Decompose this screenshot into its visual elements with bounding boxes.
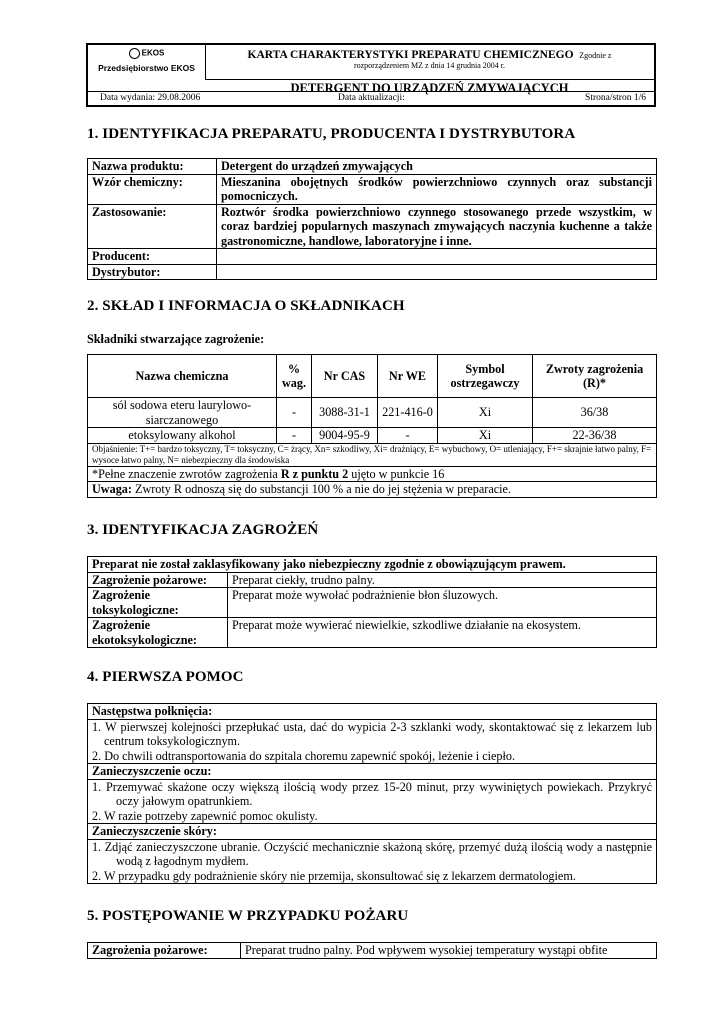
row-value: Mieszanina obojętnych środków powierzchniowo czynnych oraz substancji pomocniczych. <box>217 174 657 204</box>
column-header: % wag. <box>277 355 312 398</box>
table-row <box>88 174 657 204</box>
list-item: 1. Przemywać skażone oczy większą ilością wody przez 15-20 minut, przy wywiniętych powiekach. Przykryć oczy jałowym opatrunkiem. 2. W razie potrzeby zapewnić pomoc okulisty. <box>88 779 657 824</box>
table-row <box>88 824 657 840</box>
page-number: Strona/stron 1/6 <box>585 93 646 103</box>
date-row <box>88 91 654 105</box>
section-1-heading: 1. IDENTYFIKACJA PREPARATU, PRODUCENTA I DYSTRYBUTORA <box>87 126 576 142</box>
document-title-box <box>205 45 654 79</box>
table-row <box>88 398 657 428</box>
table-row <box>88 159 657 175</box>
company-name: Przedsiębiorstwo EKOS <box>98 63 195 73</box>
row-label: Producent: <box>88 249 217 265</box>
document-header <box>86 43 656 107</box>
column-header: Symbol ostrzegawczy <box>438 355 533 398</box>
row-value: Preparat ciekły, trudno palny. <box>228 572 657 588</box>
cell: etoksylowany alkohol <box>88 428 277 444</box>
explanation-note: Objaśnienie: T+= bardzo toksyczny, T= toksyczny, C= żrący, Xn= szkodliwy, Xi= drażniący, E= wybuchowy, O= utleniający, F+= skrajnie łatwo palny, F= wysoce łatwo palny, N= niebezpieczny dla środowiska <box>88 443 657 466</box>
row-value: Preparat może wywołać podrażnienie błon śluzowych. <box>228 588 657 618</box>
subsection-label: Zanieczyszczenie skóry: <box>88 824 657 840</box>
table-row <box>88 588 657 618</box>
column-header: Nr CAS <box>312 355 378 398</box>
row-value <box>217 249 657 265</box>
row-label: Zagrożenie ekotoksykologiczne: <box>88 618 228 648</box>
regulation-text: rozporządzeniem MZ z dnia 14 grudnia 2004 r. <box>353 61 506 70</box>
row-value <box>217 264 657 280</box>
row-label: Zagrożenia pożarowe: <box>88 943 241 959</box>
identification-table <box>87 158 657 280</box>
hazards-table <box>87 556 657 648</box>
cell: 221-416-0 <box>378 398 438 428</box>
hazard-components-subheading: Składniki stwarzające zagrożenie: <box>87 332 265 346</box>
table-row <box>88 443 657 466</box>
cell: 9004-95-9 <box>312 428 378 444</box>
cell: - <box>378 428 438 444</box>
row-label: Zastosowanie: <box>88 204 217 249</box>
table-row <box>88 249 657 265</box>
subsection-label: Zanieczyszczenie oczu: <box>88 764 657 780</box>
update-date: Data aktualizacji: <box>338 93 405 103</box>
table-row <box>88 719 657 764</box>
column-header: Zwroty zagrożenia (R)* <box>533 355 657 398</box>
column-header: Nr WE <box>378 355 438 398</box>
table-row <box>88 943 657 959</box>
row-value: Detergent do urządzeń zmywających <box>217 159 657 175</box>
table-row <box>88 572 657 588</box>
table-header-row <box>88 355 657 398</box>
table-row <box>88 204 657 249</box>
table-row <box>88 704 657 720</box>
row-value: Roztwór środka powierzchniowo czynnego stosowanego przede wszystkim, w coraz bardziej popularnych maszynach zmywających naczynia kuchenne a także gastronomiczne, handlowe, laboratoryjne i inne. <box>217 204 657 249</box>
section-2-heading: 2. SKŁAD I INFORMACJA O SKŁADNIKACH <box>87 298 405 314</box>
warning-note: Uwaga: Zwroty R odnoszą się do substancji 100 % a nie do jej stężenia w preparacie. <box>88 482 657 498</box>
cell: Xi <box>438 398 533 428</box>
table-row <box>88 466 657 482</box>
document-title: KARTA CHARAKTERYSTYKI PREPARATU CHEMICZNEGO <box>247 49 574 61</box>
cell: 22-36/38 <box>533 428 657 444</box>
section-4-heading: 4. PIERWSZA POMOC <box>87 669 244 685</box>
row-value: Preparat może wywierać niewielkie, szkodliwe działanie na ekosystem. <box>228 618 657 648</box>
row-label: Zagrożenie toksykologiczne: <box>88 588 228 618</box>
list-item: 1. Zdjąć zanieczyszczone ubranie. Oczyścić mechanicznie skażoną skórę, przemyć dużą ilością wody a następnie wodą z łagodnym mydłem. 2. W przypadku gdy podrażnienie skóry nie przemija, skonsultować się z lekarzem dermatologiem. <box>88 839 657 884</box>
column-header: Nazwa chemiczna <box>88 355 277 398</box>
cell: Xi <box>438 428 533 444</box>
table-row <box>88 618 657 648</box>
ekos-logo: EKOS <box>88 48 205 59</box>
table-row <box>88 764 657 780</box>
title-note: Zgodnie z <box>579 51 612 60</box>
table-row <box>88 839 657 884</box>
first-aid-table <box>87 703 657 884</box>
subsection-label: Następstwa połknięcia: <box>88 704 657 720</box>
components-table <box>87 354 657 498</box>
row-label: Nazwa produktu: <box>88 159 217 175</box>
cell: 3088-31-1 <box>312 398 378 428</box>
section-5-heading: 5. POSTĘPOWANIE W PRZYPADKU POŻARU <box>87 908 409 924</box>
cell: - <box>277 398 312 428</box>
table-row <box>88 264 657 280</box>
company-logo-box <box>88 45 206 79</box>
table-row <box>88 557 657 573</box>
footnote: *Pełne znaczenie zwrotów zagrożenia R z punktu 2 ujęto w punkcie 16 <box>88 466 657 482</box>
table-row <box>88 482 657 498</box>
row-label: Dystrybutor: <box>88 264 217 280</box>
cell: 36/38 <box>533 398 657 428</box>
table-row <box>88 779 657 824</box>
row-label: Zagrożenie pożarowe: <box>88 572 228 588</box>
cell: - <box>277 428 312 444</box>
section-3-heading: 3. IDENTYFIKACJA ZAGROŻEŃ <box>87 522 319 538</box>
cell: sól sodowa eteru laurylowo-siarczanowego <box>88 398 277 428</box>
row-value: Preparat trudno palny. Pod wpływem wysokiej temperatury wystąpi obfite <box>241 943 657 959</box>
row-label: Wzór chemiczny: <box>88 174 217 204</box>
list-item: 1. W pierwszej kolejności przepłukać usta, dać do wypicia 2-3 szklanki wody, skontaktować się z lekarzem lub centrum toksykologicznym. 2. Do chwili odtransportowania do szpitala choremu zapewnić spokój, leżenie i ciepło. <box>88 719 657 764</box>
issue-date: Data wydania: 29.08.2006 <box>100 93 201 103</box>
classification-note: Preparat nie został zaklasyfikowany jako niebezpieczny zgodnie z obowiązującym prawem. <box>88 557 657 573</box>
logo-ring-icon <box>129 48 140 59</box>
product-name: DETERGENT DO URZĄDZEŃ ZMYWAJĄCYCH <box>205 79 654 96</box>
table-row <box>88 428 657 444</box>
fire-table <box>87 942 657 959</box>
